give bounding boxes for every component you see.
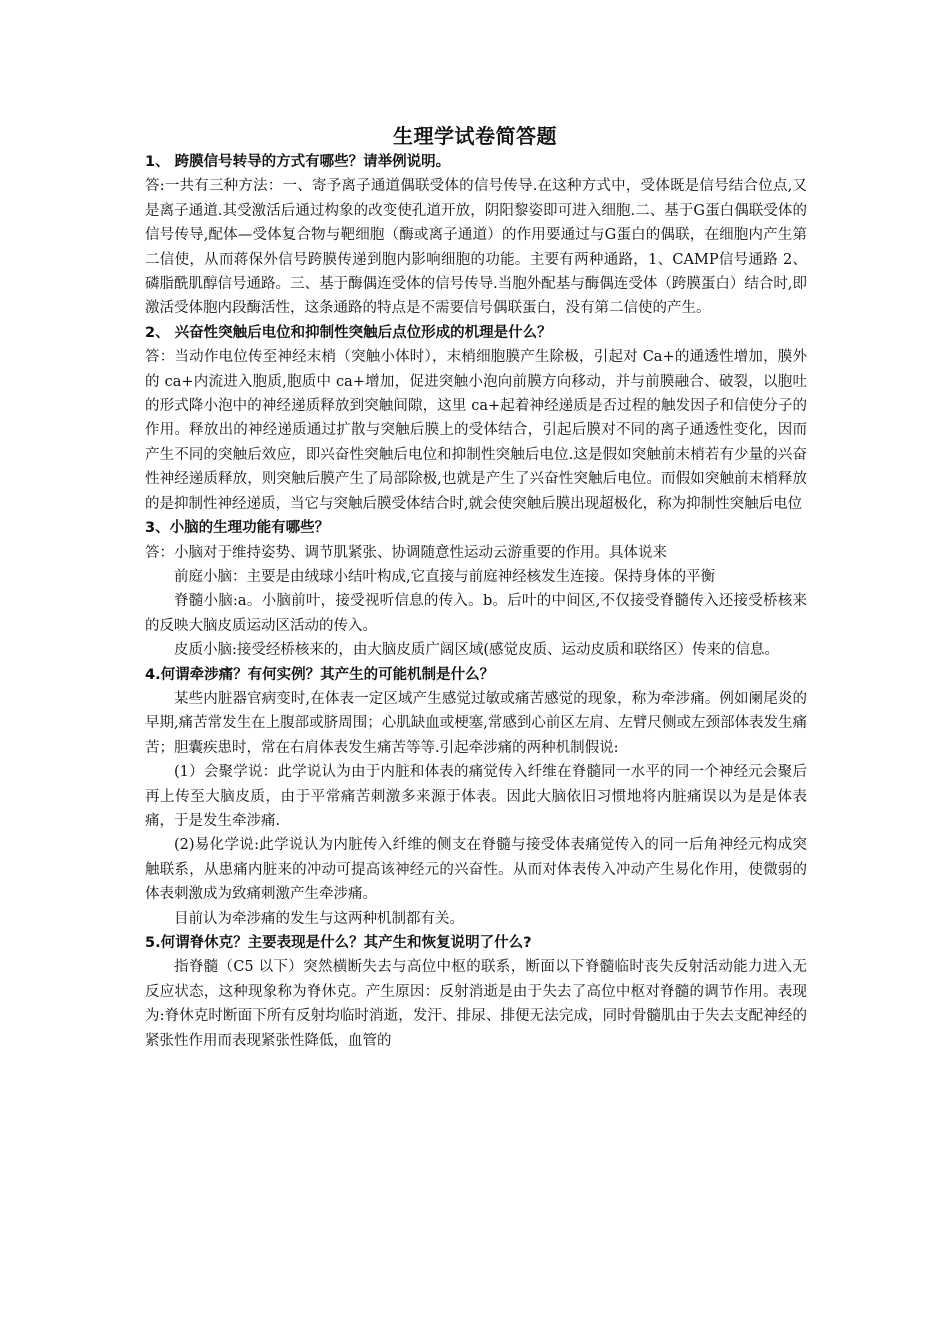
answer-paragraph: 前庭小脑：主要是由绒球小结叶构成,它直接与前庭神经核发生连接。保持身体的平衡: [174, 568, 716, 585]
question-heading: 4.何谓牵涉痛？有何实例？其产生的可能机制是什么？: [145, 666, 495, 683]
question-heading: 3、小脑的生理功能有哪些？: [145, 520, 330, 537]
question-heading: 5.何谓脊休克？主要表现是什么？其产生和恢复说明了什么?: [145, 935, 532, 951]
answer-paragraph: 答:一共有三种方法：一、寄予离子通道偶联受体的信号传导.在这种方式中，受体既是信号结合位点,又是离子通道.其受激活后通过构象的改变使孔道开放，阴阳黎姿即可进入细胞.二、基于G蛋白偶联受体的信号传导,配体—受体复合物与靶细胞（酶或离子通道）的作用要通过与G蛋白的偶联，在细胞内产生第二信使，从而蒋保外信号跨膜传递到胞内影响细胞的功能。主要有两种通路，1、CAMP信号通路 2、磷脂酰肌醇信号通路。三、基于酶偶连受体的信号传导.当胞外配基与酶偶连受体（跨膜蛋白）结合时,即激活受体胞内段酶活性，这条通路的特点是不需要信号偶联蛋白，没有第二信使的产生。: [145, 178, 807, 317]
answer-paragraph: 某些内脏器官病变时,在体表一定区域产生感觉过敏或痛苦感觉的现象，称为牵涉痛。例如阑尾炎的早期,痛苦常发生在上腹部或脐周围；心肌缺血或梗塞,常感到心前区左肩、左臂尺侧或左颈部体表发生痛苦；胆囊疾患时，常在右肩体表发生痛苦等等.引起牵涉痛的两种机制假说:: [145, 690, 807, 756]
answer-paragraph: 答：小脑对于维持姿势、调节肌紧张、协调随意性运动云游重要的作用。具体说来: [145, 544, 667, 561]
answer-paragraph: 皮质小脑:接受经桥核来的，由大脑皮质广阔区域(感觉皮质、运动皮质和联络区）传来的信息。: [174, 642, 780, 659]
answer-paragraph: 指脊髓（C5 以下）突然横断失去与高位中枢的联系，断面以下脊髓临时丧失反射活动能力进入无反应状态，这种现象称为脊休克。产生原因：反射消逝是由于失去了高位中枢对脊髓的调节作用。表现为:脊休克时断面下所有反射均临时消逝，发汗、排尿、排便无法完成，同时骨髓肌由于失去支配神经的紧张性作用而表现紧张性降低，血管的: [145, 959, 807, 1049]
question-heading: 2、 兴奋性突触后电位和抑制性突触后点位形成的机理是什么？: [145, 324, 552, 341]
page-title: 生理学试卷简答题: [393, 124, 557, 148]
answer-paragraph: 目前认为牵涉痛的发生与这两种机制都有关。: [174, 910, 464, 927]
answer-paragraph: (2)易化学说:此学说认为内脏传入纤维的侧支在脊髓与接受体表痛觉传入的同一后角神经元构成突触联系，从患痛内脏来的冲动可提高该神经元的兴奋性。从而对体表传入冲动产生易化作用，使微弱的体表刺激成为致痛刺激产生牵涉痛。: [145, 837, 807, 903]
answer-paragraph: 脊髓小脑:a。小脑前叶，接受视听信息的传入。b。后叶的中间区,不仅接受脊髓传入还接受桥核来的反映大脑皮质运动区活动的传入。: [145, 593, 807, 634]
question-heading: 1、 跨膜信号转导的方式有哪些？请举例说明。: [145, 154, 451, 170]
answer-paragraph: (1）会聚学说：此学说认为由于内脏和体表的痛觉传入纤维在脊髓同一水平的同一个神经元会聚后再上传至大脑皮质，由于平常痛苦刺激多来源于体表。因此大脑依旧习惯地将内脏痛误以为是是体表痛，于是发生牵涉痛.: [145, 764, 807, 829]
document-body: [145, 150, 807, 1053]
answer-paragraph: 答：当动作电位传至神经末梢（突触小体时），末梢细胞膜产生除极，引起对 Ca+的通透性增加，膜外的 ca+内流进入胞质,胞质中 ca+增加，促进突触小泡向前膜方向移动，并与前膜融合、破裂，以胞吐的形式降小泡中的神经递质释放到突触间隙，这里 ca+起着神经递质是否过程的触发因子和信使分子的作用。释放出的神经递质通过扩散与突触后膜上的受体结合，引起后膜对不同的离子通透性变化，因而产生不同的突触后效应，即兴奋性突触后电位和抑制性突触后电位.这是假如突触前末梢若有少量的兴奋性神经递质释放，则突触后膜产生了局部除极,也就是产生了兴奋性突触后电位。而假如突触前末梢释放的是抑制性神经递质，当它与突触后膜受体结合时,就会使突触后膜出现超极化，称为抑制性突触后电位: [145, 349, 807, 512]
